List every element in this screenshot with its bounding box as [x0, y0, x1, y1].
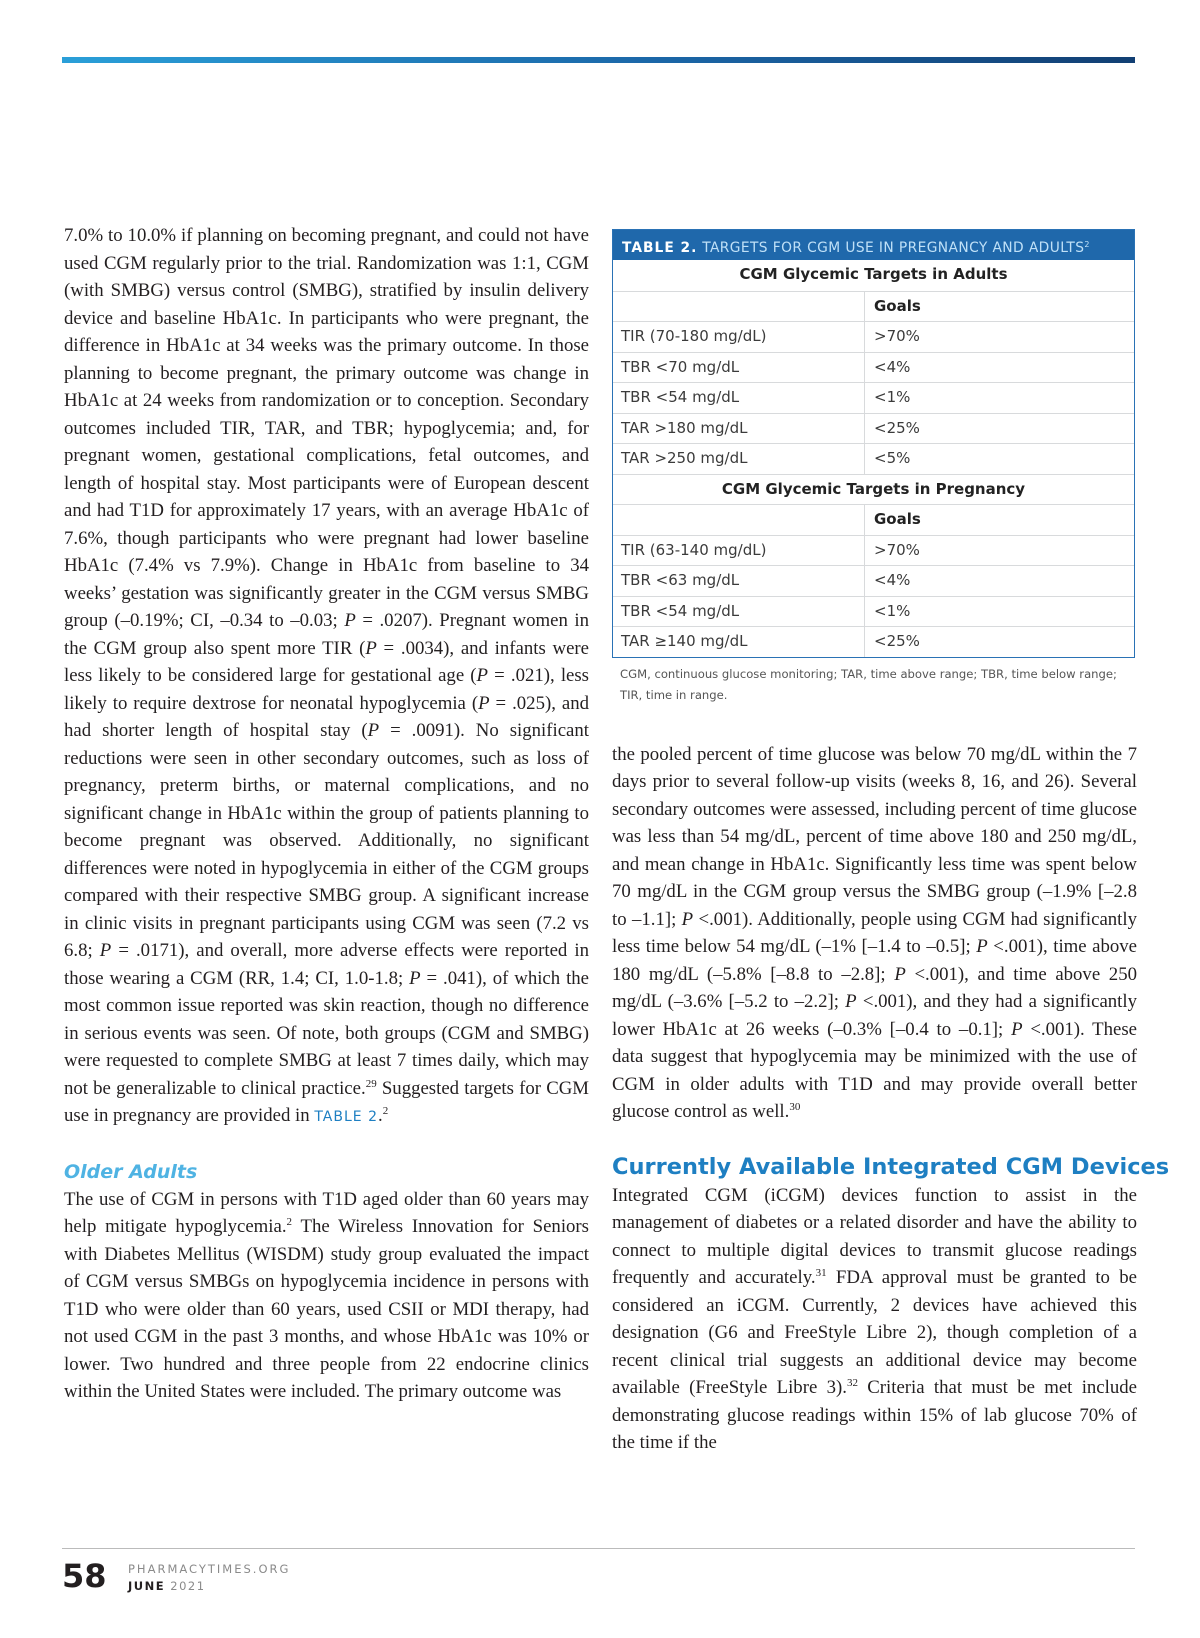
citation-30: 30	[789, 1101, 801, 1113]
table-row: TBR <70 mg/dL <4%	[613, 352, 1134, 383]
citation-2: 2	[286, 1216, 293, 1228]
table-row: TIR (70-180 mg/dL) >70%	[613, 321, 1134, 352]
table-header-row: Goals	[613, 291, 1134, 322]
table-body	[613, 260, 1134, 657]
table-title: TABLE 2. TARGETS FOR CGM USE IN PREGNANCY AND ADULTS$^2$	[613, 230, 1134, 260]
header-accent-bar	[62, 57, 1135, 63]
left-paragraph-1: 7.0% to 10.0% if planning on becoming pregnant, and could not have used CGM regularly prior to the trial. Randomization was 1:1, CGM (with SMBG) versus control (SMBG), stratified by insulin delivery device and baseline HbA1c. In participants who were pregnant, the difference in HbA1c at 34 weeks was the primary outcome. In those planning to become pregnant, the primary outcome was change in HbA1c at 24 weeks from randomization or to conception. Secondary outcomes included TIR, TAR, and TBR; hypoglycemia; and, for pregnant women, gestational complications, fetal outcomes, and length of hospital stay. Most participants were of European descent and had T1D for approximately 17 years, with an average HbA1c of 7.6%, though participants who were pregnant had lower baseline HbA1c (7.4% vs 7.9%). Change in HbA1c from baseline to 34 weeks’ gestation was significantly greater in the CGM versus SMBG group (–0.19%; CI, –0.34 to –0.03; P = .0207). Pregnant women in the CGM group also spent more TIR (P = .0034), and infants were less likely to be considered large for gestational age (P = .021), less likely to require dextrose for neonatal hypoglycemia (P = .025), and had shorter length of hospital stay (P = .0091). No significant reductions were seen in other secondary outcomes, such as loss of pregnancy, preterm births, or maternal complications, and no significant change in HbA1c within the group of patients planning to become pregnant was observed. Additionally, no significant differences were noted in hypoglycemia in either of the CGM groups compared with their respective SMBG group. A significant increase in clinic visits in pregnant participants using CGM was seen (7.2 vs 6.8; P = .0171), and overall, more adverse effects were reported in those wearing a CGM (RR, 1.4; CI, 1.0-1.8; P = .041), of which the most common issue reported was skin reaction, though no difference in serious events was seen. Of note, both groups (CGM and SMBG) were requested to complete SMBG at least 7 times daily, which may not be generalizable to clinical practice.$^{29}$ Suggested targets for CGM use in pregnancy are provided in TABLE 2.$^2$	[64, 225, 590, 1126]
citation-2: 2	[382, 1105, 389, 1117]
left-column	[64, 222, 589, 1406]
table-row: TBR <54 mg/dL <1%	[613, 382, 1134, 413]
footer-site[interactable]: PHARMACYTIMES.ORG	[128, 1562, 291, 1576]
left-paragraph-2: The use of CGM in persons with T1D aged older than 60 years may help mitigate hypoglycemia.$^2$ The Wireless Innovation for Seniors with Diabetes Mellitus (WISDM) study group evaluated the impact of CGM versus SMBGs on hypoglycemia incidence in persons with T1D who were older than 60 years, used CSII or MDI therapy, had not used CGM in the past 3 months, and whose HbA1c was 10% or lower. Two hundred and three people from 22 endocrine clinics within the United States were included. The primary outcome was	[64, 1188, 589, 1402]
adults-section-heading: CGM Glycemic Targets in Adults	[739, 265, 1008, 283]
table-row: TIR (63-140 mg/dL) >70%	[613, 535, 1134, 566]
right-paragraph-2: Integrated CGM (iCGM) devices function to assist in the management of diabetes or a related disorder and have the ability to connect to multiple digital devices to transmit glucose readings frequently and accurately.$^{31}$ FDA approval must be granted to be considered an iCGM. Currently, 2 devices have achieved this designation (G6 and FreeStyle Libre 2), though completion of a recent clinical trial suggests an additional device may become available (FreeStyle Libre 3).$^{32}$ Criteria that must be met include demonstrating glucose readings within 15% of lab glucose 70% of the time if the	[612, 1184, 1137, 1453]
table-row: TAR >180 mg/dL <25%	[613, 413, 1134, 444]
section-heading-icgm: Currently Available Integrated CGM Devices	[612, 1153, 1170, 1180]
right-column	[612, 229, 1170, 1457]
table-row: TAR ≥140 mg/dL <25%	[613, 626, 1134, 657]
right-paragraph-1: the pooled percent of time glucose was below 70 mg/dL within the 7 days prior to several follow-up visits (weeks 8, 16, and 26). Several secondary outcomes were assessed, including percent of time glucose was less than 54 mg/dL, percent of time above 180 and 250 mg/dL, and mean change in HbA1c. Significantly less time was spent below 70 mg/dL in the CGM group versus the SMBG group (–1.9% [–2.8 to –1.1]; P <.001). Additionally, people using CGM had significantly less time below 54 mg/dL (–1% [–1.4 to –0.5]; P <.001), time above 180 mg/dL (–5.8% [–8.8 to –2.8]; P <.001), and time above 250 mg/dL (–3.6% [–5.2 to –2.2]; P <.001), and they had a significantly lower HbA1c at 26 weeks (–0.3% [–0.4 to –0.1]; P <.001). These data suggest that hypoglycemia may be minimized with the use of CGM in older adults with T1D and may provide overall better glucose control as well.$^{30}$	[612, 743, 1138, 1122]
footer-date: JUNE 2021	[128, 1579, 206, 1593]
table-row: TBR <63 mg/dL <4%	[613, 565, 1134, 596]
citation-29: 29	[365, 1077, 377, 1090]
older-adults-subheading: Older Adults	[64, 1160, 198, 1183]
table-row: TBR <54 mg/dL <1%	[613, 596, 1134, 627]
table-header-row: Goals	[613, 504, 1134, 535]
table-row: TAR >250 mg/dL <5%	[613, 443, 1134, 474]
table-footnote: CGM, continuous glucose monitoring; TAR, time above range; TBR, time below range; TIR, time in range.	[620, 666, 1117, 702]
table-2-link[interactable]: TABLE 2	[314, 1109, 378, 1125]
table-2	[612, 229, 1135, 658]
citation-32: 32	[846, 1377, 858, 1389]
citation-31: 31	[815, 1267, 827, 1279]
footer-divider	[62, 1548, 1135, 1549]
page-number: 58	[62, 1557, 107, 1595]
pregnancy-section-heading: CGM Glycemic Targets in Pregnancy	[613, 474, 1134, 505]
